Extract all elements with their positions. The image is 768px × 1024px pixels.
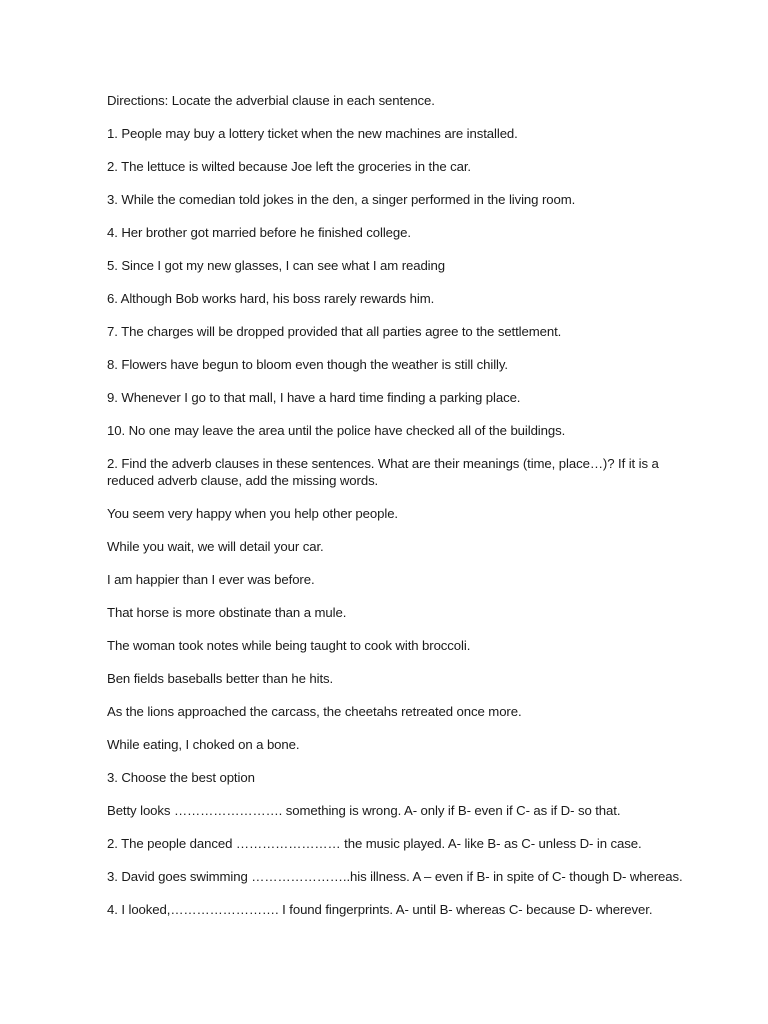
part3-item: 3. David goes swimming …………………..his illness. A – even if B- in spite of C- though D- whereas.	[107, 869, 683, 884]
part2-item: Ben fields baseballs better than he hits.	[107, 671, 334, 686]
part2-item: The woman took notes while being taught to cook with broccoli.	[107, 638, 471, 653]
part1-item: 6. Although Bob works hard, his boss rarely rewards him.	[107, 291, 435, 306]
part1-item: 3. While the comedian told jokes in the den, a singer performed in the living room.	[107, 192, 576, 207]
part1-list	[107, 125, 707, 439]
part2-item: I am happier than I ever was before.	[107, 572, 315, 587]
directions: Directions: Locate the adverbial clause in each sentence.	[107, 93, 435, 108]
part3-list	[107, 802, 707, 918]
part2-heading-line2: reduced adverb clause, add the missing words.	[107, 473, 379, 488]
part1-item: 2. The lettuce is wilted because Joe left the groceries in the car.	[107, 159, 471, 174]
part3-item: 4. I looked,……………………. I found fingerprints. A- until B- whereas C- because D- wherever.	[107, 902, 653, 917]
part1-item: 4. Her brother got married before he finished college.	[107, 225, 411, 240]
part1-item: 5. Since I got my new glasses, I can see what I am reading	[107, 258, 445, 273]
part1-item: 7. The charges will be dropped provided that all parties agree to the settlement.	[107, 324, 562, 339]
worksheet	[107, 92, 707, 934]
part3-item: Betty looks ……………………. something is wrong. A- only if B- even if C- as if D- so that.	[107, 803, 621, 818]
part2-item: You seem very happy when you help other people.	[107, 506, 399, 521]
part2-heading	[107, 455, 707, 489]
part3-heading: 3. Choose the best option	[107, 770, 255, 785]
part2-item: That horse is more obstinate than a mule.	[107, 605, 347, 620]
part2-list	[107, 505, 707, 753]
part2-heading-line1: 2. Find the adverb clauses in these sentences. What are their meanings (time, place…)? If it is a	[107, 456, 659, 471]
part1-item: 1. People may buy a lottery ticket when the new machines are installed.	[107, 126, 518, 141]
part1-item: 9. Whenever I go to that mall, I have a hard time finding a parking place.	[107, 390, 521, 405]
part2-item: As the lions approached the carcass, the cheetahs retreated once more.	[107, 704, 522, 719]
part3-item: 2. The people danced …………………… the music played. A- like B- as C- unless D- in case.	[107, 836, 642, 851]
part2-item: While eating, I choked on a bone.	[107, 737, 300, 752]
part1-item: 10. No one may leave the area until the police have checked all of the buildings.	[107, 423, 566, 438]
part1-item: 8. Flowers have begun to bloom even though the weather is still chilly.	[107, 357, 508, 372]
part2-item: While you wait, we will detail your car.	[107, 539, 324, 554]
